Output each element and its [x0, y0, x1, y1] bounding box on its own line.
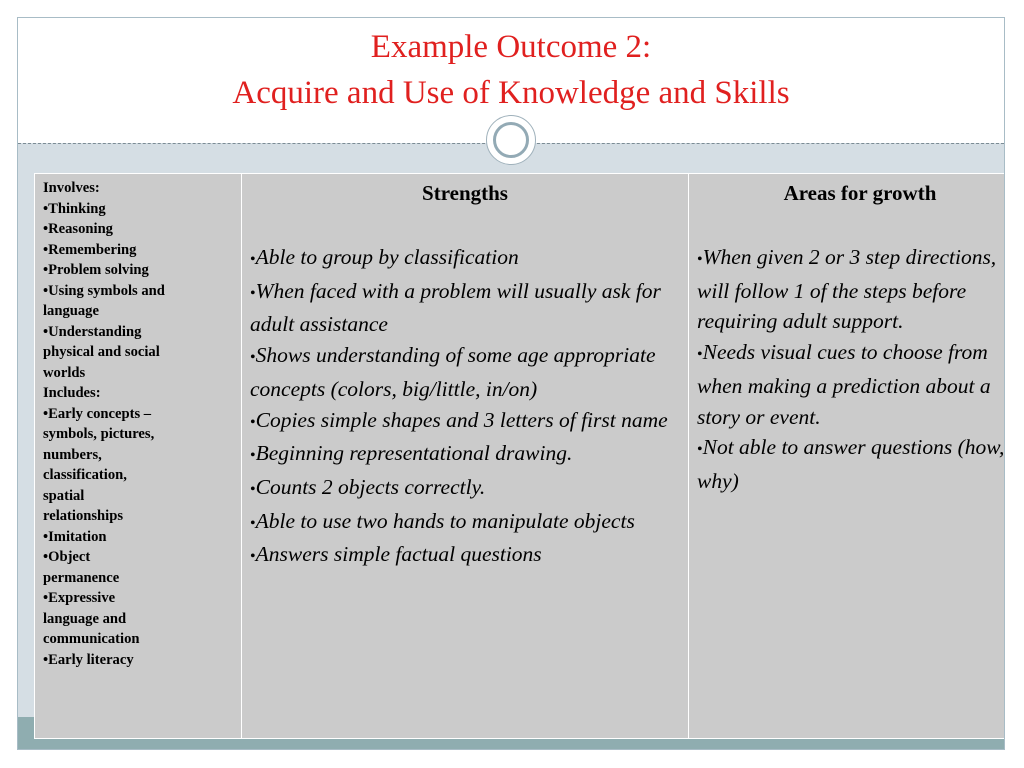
list-item-text: Counts 2 objects correctly.: [255, 474, 486, 499]
slide-title-line-2: Acquire and Use of Knowledge and Skills: [232, 75, 790, 111]
growth-heading: Areas for growth: [783, 181, 937, 205]
involves-line: language: [43, 303, 99, 319]
involves-line: •Using symbols and: [43, 282, 165, 299]
list-item-text: Not able to answer questions (how, why): [697, 435, 1005, 493]
involves-line: symbols, pictures,: [43, 426, 155, 442]
list-item-text: Answers simple factual questions: [255, 542, 542, 567]
list-item-text: When given 2 or 3 step directions, will follow 1 of the steps before requiring adult support.: [697, 245, 997, 334]
list-item: [697, 432, 1005, 496]
growth-cell: [689, 174, 1006, 739]
bullet-dot-icon: •: [250, 413, 256, 431]
ring-ornament-icon: [486, 115, 536, 165]
involves-line: spatial: [43, 487, 85, 504]
bullet-dot-icon: •: [250, 447, 256, 465]
list-item-text: Able to use two hands to manipulate objects: [255, 508, 635, 533]
involves-line: worlds: [43, 364, 86, 381]
involves-line: communication: [43, 631, 140, 647]
involves-line: •Problem solving: [43, 262, 149, 278]
involves-line: •Remembering: [43, 241, 137, 258]
bullet-dot-icon: •: [250, 251, 256, 268]
involves-list: [43, 178, 235, 670]
involves-line: •Reasoning: [43, 221, 113, 237]
involves-line: •Object: [43, 549, 91, 565]
list-item: [250, 438, 680, 472]
bullet-dot-icon: •: [697, 251, 703, 268]
list-item: [697, 337, 1005, 432]
involves-line: classification,: [43, 467, 127, 483]
bullet-dot-icon: •: [697, 441, 703, 459]
involves-line: numbers,: [43, 446, 102, 463]
involves-line: •Early literacy: [43, 651, 134, 668]
list-item: [250, 539, 680, 573]
list-item-text: Able to group by classification: [255, 245, 519, 269]
list-item-text: Copies simple shapes and 3 letters of first name: [255, 407, 668, 432]
list-item: [250, 242, 680, 276]
involves-cell: [35, 174, 242, 739]
bullet-dot-icon: •: [697, 346, 703, 364]
involves-line: Involves:: [43, 180, 100, 196]
involves-line: Includes:: [43, 385, 101, 401]
bullet-dot-icon: •: [250, 284, 256, 302]
list-item: [697, 242, 1005, 337]
involves-line: •Imitation: [43, 528, 107, 545]
involves-line: •Thinking: [43, 200, 106, 217]
involves-line: •Early concepts –: [43, 405, 152, 422]
bullet-dot-icon: •: [250, 349, 256, 367]
list-item: [250, 276, 680, 340]
involves-line: •Expressive: [43, 590, 116, 606]
outcome-table: [34, 173, 1005, 739]
list-item: [250, 405, 680, 439]
bullet-dot-icon: •: [250, 514, 256, 532]
bullet-dot-icon: •: [250, 548, 256, 566]
involves-line: permanence: [43, 569, 120, 586]
list-item-text: When faced with a problem will usually ask for adult assistance: [250, 278, 661, 337]
involves-line: relationships: [43, 508, 124, 524]
list-item: [250, 340, 680, 404]
strengths-list: [250, 242, 680, 573]
strengths-heading: Strengths: [422, 181, 508, 205]
list-item: [250, 472, 680, 506]
growth-list: [697, 242, 1005, 497]
list-item-text: Shows understanding of some age appropriate concepts (colors, big/little, in/on): [250, 343, 656, 401]
bullet-dot-icon: •: [250, 480, 256, 498]
list-item: [250, 506, 680, 540]
involves-line: •Understanding: [43, 323, 142, 340]
list-item-text: Needs visual cues to choose from when making a prediction about a story or event.: [697, 340, 991, 429]
ring-ornament-inner: [493, 122, 529, 158]
table-row: [35, 174, 1006, 739]
involves-line: physical and social: [43, 344, 160, 360]
list-item-text: Beginning representational drawing.: [255, 441, 573, 466]
strengths-cell: [242, 174, 689, 739]
involves-line: language and: [43, 610, 127, 627]
slide-title-line-1: Example Outcome 2:: [370, 29, 652, 65]
slide: [17, 17, 1005, 750]
